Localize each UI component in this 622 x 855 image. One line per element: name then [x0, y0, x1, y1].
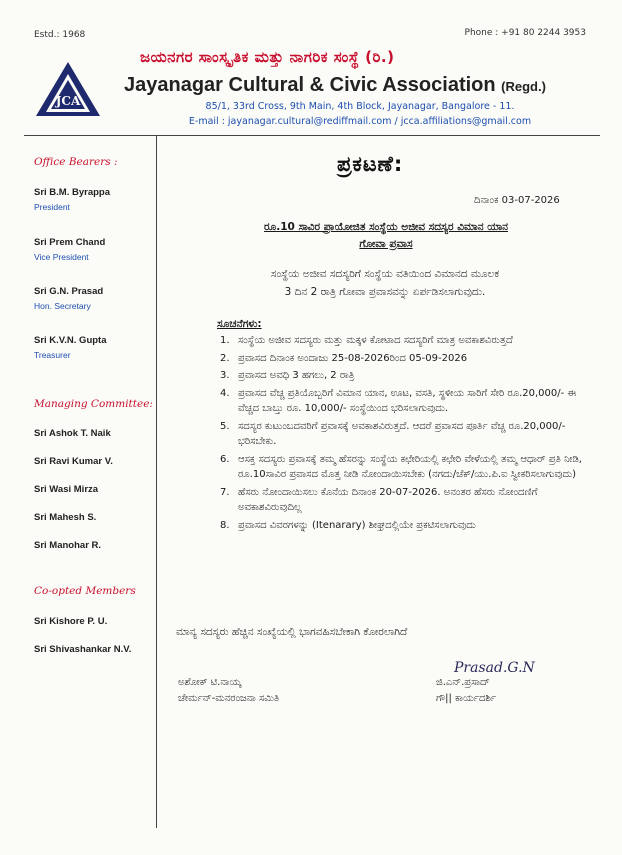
list-item	[220, 518, 600, 534]
notes-heading: ಸೂಚನೆಗಳು:	[217, 318, 262, 330]
list-number: 4.	[220, 387, 230, 399]
coopted-members-heading: Co-opted Members	[34, 585, 136, 597]
person-role: Vice President	[34, 252, 89, 262]
list-item	[220, 333, 600, 349]
list-number: 3.	[220, 370, 230, 381]
signatory-name: ಜಿ.ಎನ್.ಪ್ರಸಾದ್	[436, 677, 490, 688]
coopted-member	[34, 616, 152, 627]
list-number: 6.	[220, 453, 230, 465]
person-name: Sri Manohar R.	[34, 540, 102, 551]
person-name: Sri K.V.N. Gupta	[34, 335, 107, 346]
phone-number: Phone : +91 80 2244 3953	[464, 28, 586, 38]
person-name: Sri Ashok T. Naik	[34, 428, 111, 439]
closing-line: ಮಾನ್ಯ ಸದಸ್ಯರು ಹೆಚ್ಚಿನ ಸಂಖ್ಯೆಯಲ್ಲಿ ಭಾಗವಹಿಸಬೇಕಾಗಿ ಕೋರಲಾಗಿದೆ	[176, 626, 408, 638]
notes-list	[220, 333, 600, 535]
regd-label: (Regd.)	[501, 79, 546, 94]
coopted-member	[34, 644, 152, 655]
list-item	[220, 419, 600, 450]
managing-committee-heading: Managing Committee:	[34, 398, 153, 410]
note-text: ಪ್ರವಾಸದ ದಿನಾಂಕ ಅಂದಾಜು 25-08-2026ರಿಂದ 05-09-2026	[238, 352, 468, 364]
note-text: ಸಂಸ್ಥೆಯ ಅಜೀವ ಸದಸ್ಯರು ಮತ್ತು ಮಕ್ಕಳ ಕೋಟಾದ ಸದಸ್ಯರಿಗೆ ಮಾತ್ರ ಅವಕಾಶವಿರುತ್ತದೆ	[238, 335, 513, 346]
org-email: E-mail : jayanagar.cultural@rediffmail.com / jcca.affiliations@gmail.com	[188, 116, 532, 127]
org-title-kannada: ಜಯನಗರ ಸಾಂಸ್ಕೃತಿಕ ಮತ್ತು ನಾಗರಿಕ ಸಂಸ್ಥೆ (ರಿ.)	[140, 48, 395, 66]
office-bearers-heading: Office Bearers :	[34, 156, 118, 168]
list-number: 2.	[220, 352, 230, 364]
notice-subject	[176, 219, 596, 253]
intro-line: ಸಂಸ್ಥೆಯ ಅಜೀವ ಸದಸ್ಯರಿಗೆ ಸಂಸ್ಥೆಯ ವತಿಯಿಂದ ವಿಮಾನದ ಮೂಲಕ	[270, 268, 500, 280]
list-number: 7.	[220, 486, 230, 498]
org-address: 85/1, 33rd Cross, 9th Main, 4th Block, Jayanagar, Bangalore - 11.	[205, 101, 515, 112]
signatory-title: ಗೌ|| ಕಾರ್ಯದರ್ಶಿ	[436, 693, 497, 704]
office-bearer	[34, 237, 152, 262]
list-item	[220, 485, 600, 516]
signatory-right	[436, 675, 496, 707]
person-name: Sri Wasi Mirza	[34, 484, 99, 495]
org-name: Jayanagar Cultural & Civic Association	[124, 74, 496, 96]
notice-title: ಪ್ರಕಟಣೆ:	[337, 152, 404, 176]
committee-member	[34, 428, 152, 439]
office-bearer	[34, 187, 152, 212]
note-text: ಆಸಕ್ತ ಸದಸ್ಯರು ಪ್ರವಾಸಕ್ಕೆ ತಮ್ಮ ಹೆಸರನ್ನು ಸಂಸ್ಥೆಯ ಕಛೇರಿಯಲ್ಲಿ ಕಛೇರಿ ವೇಳೆಯಲ್ಲಿ ತಮ್ಮ ಆಧಾರ್ ಪ್ರತಿ ನೀಡಿ, ರೂ.10ಸಾವಿರ ಪ್ರವಾಸದ ಮೊತ್ತ ನೀಡಿ ನೋಂದಾಯಿಸಬೇಕು (ನಗದು/ಚೆಕ್/ಯು.ಪಿ.ಐ ಸ್ವೀಕರಿಸಲಾಗುವುದು)	[238, 453, 582, 480]
committee-member	[34, 456, 152, 467]
note-text: ಪ್ರವಾಸದ ವೆಚ್ಚ ಪ್ರತಿಯೊಬ್ಬರಿಗೆ ವಿಮಾನ ಯಾನ, ಊಟ, ವಸತಿ, ಸ್ಥಳೀಯ ಸಾರಿಗೆ ಸೇರಿ ರೂ.20,000/- ಈ ವೆಚ್ಚದ ಬಾಬ್ತು ರೂ. 10,000/- ಸಂಸ್ಥೆಯಿಂದ ಭರಿಸಲಾಗುವುದು.	[238, 387, 577, 414]
subject-line: ಗೋವಾ ಪ್ರವಾಸ	[359, 238, 413, 250]
note-text: ಸದಸ್ಯರ ಕುಟುಂಬದವರಿಗೆ ಪ್ರವಾಸಕ್ಕೆ ಅವಕಾಶವಿರುತ್ತದೆ. ಆದರೆ ಪ್ರವಾಸದ ಪೂರ್ತಿ ವೆಚ್ಚ ರೂ.20,000/- ಭರಿಸಬೇಕು.	[238, 420, 566, 447]
notice-date: ದಿನಾಂಕ 03-07-2026	[474, 195, 560, 206]
note-text: ಹೆಸರು ನೋಂದಾಯಿಸಲು ಕೊನೆಯ ದಿನಾಂಕ 20-07-2026. ಅನಂತರ ಹೆಸರು ನೋಂದಣಿಗೆ ಅವಕಾಶವಿರುವುದಿಲ್ಲ	[238, 486, 538, 513]
person-name: Sri Prem Chand	[34, 237, 106, 248]
intro-line: 3 ದಿನ 2 ರಾತ್ರಿ ಗೋವಾ ಪ್ರವಾಸವನ್ನು ಏರ್ಪಡಿಸಲಾಗುವುದು.	[284, 286, 486, 298]
person-name: Sri Kishore P. U.	[34, 616, 108, 627]
person-role: Treasurer	[34, 350, 71, 360]
notice-intro	[180, 265, 590, 301]
committee-member	[34, 484, 152, 495]
header-divider	[24, 135, 600, 136]
logo-text: JCA	[55, 94, 81, 108]
person-name: Sri Ravi Kumar V.	[34, 456, 113, 467]
signatory-title: ಚೇರ್ಮನ್-ಮನರಂಜನಾ ಸಮಿತಿ	[178, 693, 280, 704]
office-bearer	[34, 335, 152, 360]
sidebar-divider	[156, 136, 157, 828]
list-item	[220, 368, 600, 384]
committee-member	[34, 540, 152, 551]
office-bearer	[34, 286, 152, 311]
person-name: Sri B.M. Byrappa	[34, 187, 111, 198]
person-name: Sri Shivashankar N.V.	[34, 644, 132, 655]
list-number: 5.	[220, 420, 230, 432]
signatory-left	[178, 675, 279, 707]
note-text: ಪ್ರವಾಸದ ವಿವರಗಳನ್ನು (Itenarary) ಶೀಘ್ರದಲ್ಲಿಯೇ ಪ್ರಕಟಿಸಲಾಗುವುದು	[238, 519, 476, 531]
person-role: Hon. Secretary	[34, 301, 91, 311]
established-year: Estd.: 1968	[34, 30, 86, 40]
list-number: 1.	[220, 335, 230, 346]
person-role: President	[34, 202, 70, 212]
list-item	[220, 386, 600, 417]
committee-member	[34, 512, 152, 523]
signatory-name: ಅಶೋಕ್ ಟಿ.ನಾಯ್ಕ	[178, 677, 242, 688]
jca-logo-icon	[34, 60, 102, 118]
person-name: Sri G.N. Prasad	[34, 286, 104, 297]
org-title-english	[124, 74, 594, 97]
subject-line: ರೂ.10 ಸಾವಿರ ಪ್ರಾಯೋಜಿತ ಸಂಸ್ಥೆಯ ಅಜೀವ ಸದಸ್ಯರ ವಿಮಾನ ಯಾನ	[263, 221, 509, 233]
list-item	[220, 452, 600, 483]
person-name: Sri Mahesh S.	[34, 512, 97, 523]
list-number: 8.	[220, 519, 230, 531]
signature-text: Prasad.G.N	[454, 660, 535, 676]
note-text: ಪ್ರವಾಸದ ಅವಧಿ 3 ಹಗಲು, 2 ರಾತ್ರಿ	[238, 370, 355, 381]
list-item	[220, 351, 600, 367]
